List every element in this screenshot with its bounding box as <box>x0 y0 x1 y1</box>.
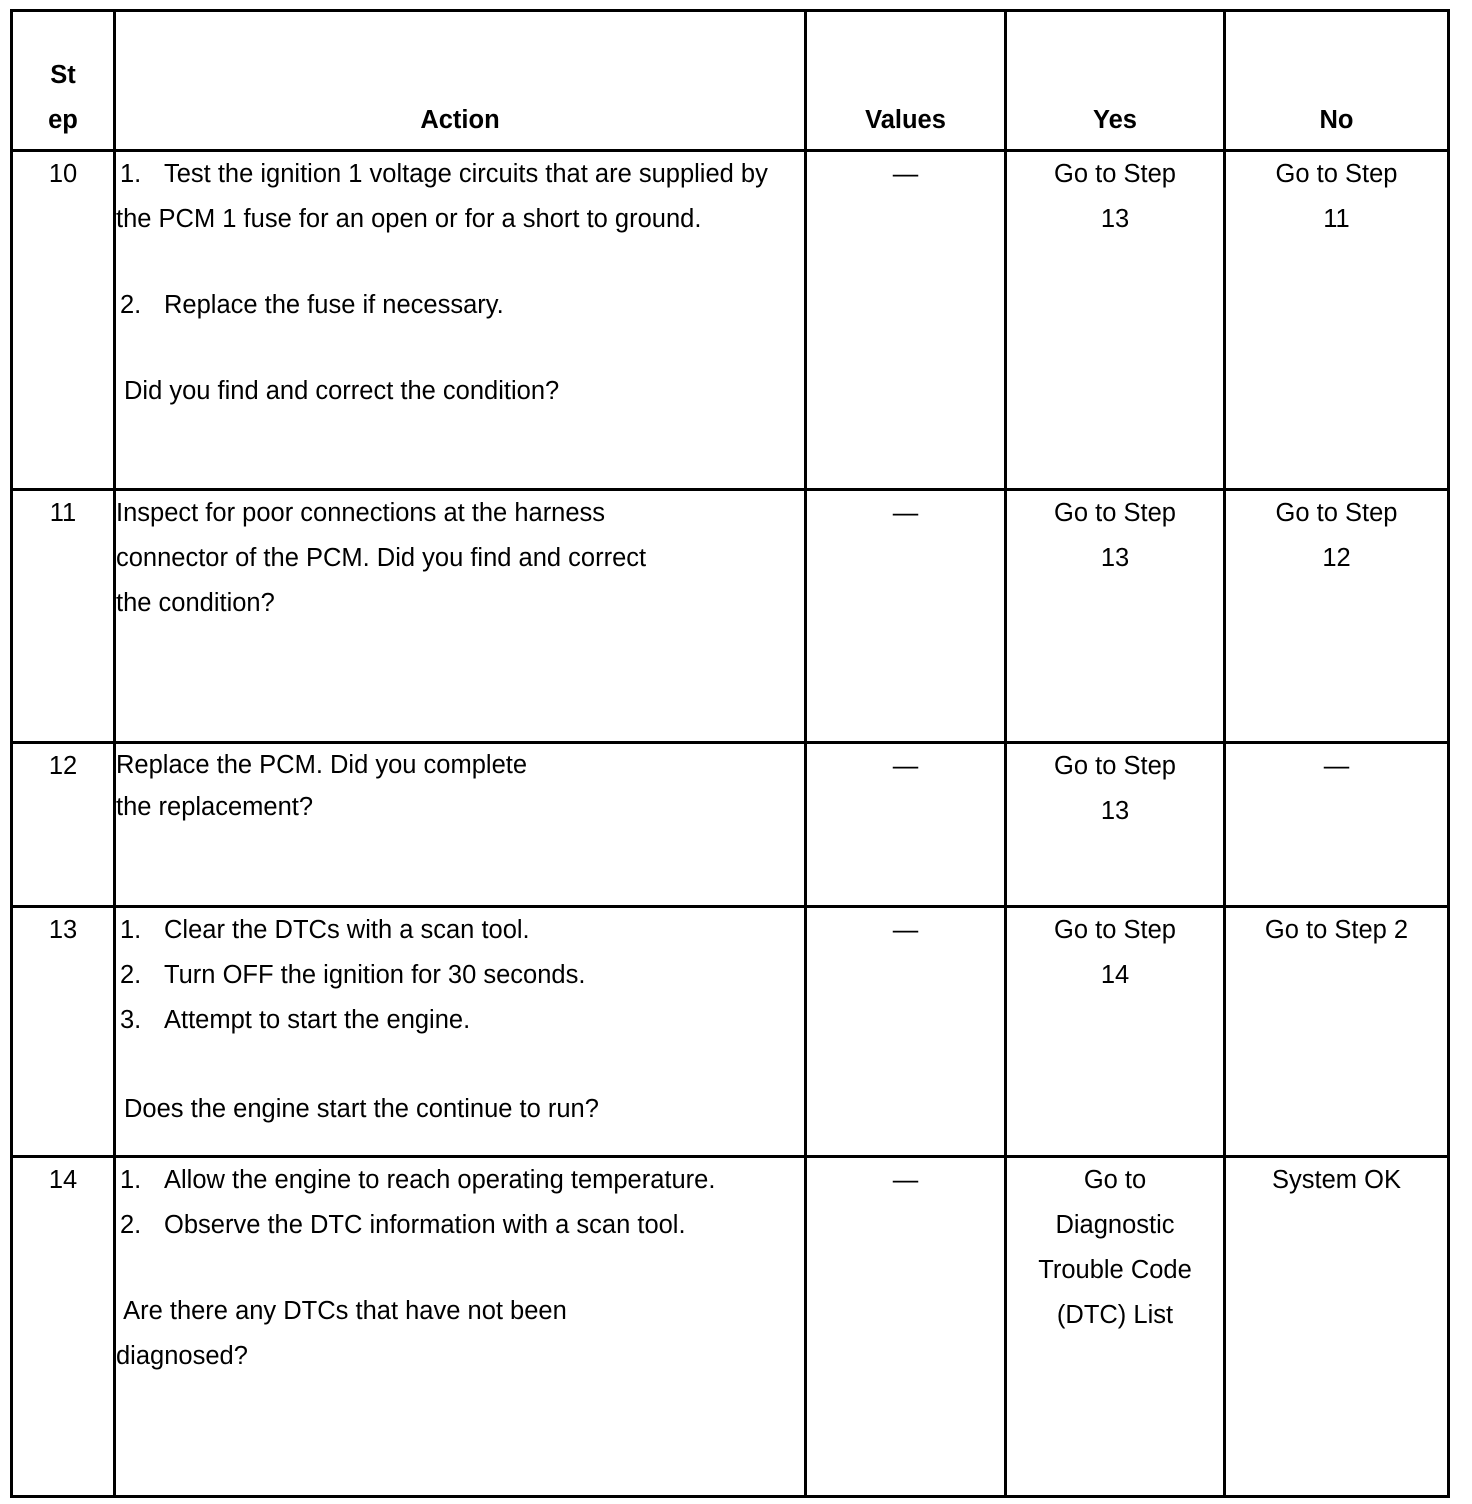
action-cell <box>115 743 806 907</box>
action-cell <box>115 1157 806 1497</box>
action-item: 2. Replace the fuse if necessary. <box>120 291 504 319</box>
values-cell: — <box>806 490 1006 743</box>
step-number: 10 <box>12 151 115 490</box>
action-item: 3. Attempt to start the engine. <box>120 1006 471 1034</box>
values-cell: — <box>806 907 1006 1157</box>
header-yes: Yes <box>1006 11 1225 151</box>
step-number: 13 <box>12 907 115 1157</box>
yes-cell: Go to Diagnostic Trouble Code (DTC) List <box>1006 1157 1225 1497</box>
values-cell: — <box>806 1157 1006 1497</box>
action-cell <box>115 907 806 1157</box>
header-action: Action <box>115 11 806 151</box>
yes-cell: Go to Step 13 <box>1006 151 1225 490</box>
table-row <box>12 490 1449 743</box>
table-row <box>12 907 1449 1157</box>
step-number: 14 <box>12 1157 115 1497</box>
yes-cell: Go to Step 13 <box>1006 490 1225 743</box>
values-cell: — <box>806 151 1006 490</box>
yes-cell: Go to Step 13 <box>1006 743 1225 907</box>
table-row <box>12 1157 1449 1497</box>
action-item: 2. Turn OFF the ignition for 30 seconds. <box>120 961 586 989</box>
action-cell <box>115 151 806 490</box>
no-cell: System OK <box>1225 1157 1449 1497</box>
step-number: 12 <box>12 743 115 907</box>
no-cell: Go to Step 12 <box>1225 490 1449 743</box>
action-line: Replace the PCM. Did you complete <box>116 751 528 779</box>
no-cell: — <box>1225 743 1449 907</box>
action-question: Are there any DTCs that have not been diagnosed? <box>116 1297 567 1370</box>
header-step-line2: ep <box>48 106 78 134</box>
action-text: Inspect for poor connections at the harness connector of the PCM. Did you find and correct the condition? <box>116 499 647 617</box>
action-question: Does the engine start the continue to run? <box>124 1095 599 1123</box>
action-item: 1. Clear the DTCs with a scan tool. <box>120 916 530 944</box>
action-question: Did you find and correct the condition? <box>124 377 560 405</box>
diagnostic-steps-table <box>10 9 1450 1498</box>
header-step <box>12 11 115 151</box>
no-cell: Go to Step 11 <box>1225 151 1449 490</box>
action-item: 1. Allow the engine to reach operating temperature. <box>120 1166 716 1194</box>
values-cell: — <box>806 743 1006 907</box>
no-cell: Go to Step 2 <box>1225 907 1449 1157</box>
action-item: 2. Observe the DTC information with a scan tool. <box>120 1211 686 1239</box>
action-item: 1. Test the ignition 1 voltage circuits that are supplied by the PCM 1 fuse for an open or for a short to ground. <box>116 160 768 233</box>
table-header-row <box>12 11 1449 151</box>
header-no: No <box>1225 11 1449 151</box>
action-cell <box>115 490 806 743</box>
header-values: Values <box>806 11 1006 151</box>
table-row <box>12 743 1449 907</box>
table-row <box>12 151 1449 490</box>
action-line: the replacement? <box>116 793 314 821</box>
yes-cell: Go to Step 14 <box>1006 907 1225 1157</box>
header-step-line1: St <box>50 61 76 89</box>
step-number: 11 <box>12 490 115 743</box>
